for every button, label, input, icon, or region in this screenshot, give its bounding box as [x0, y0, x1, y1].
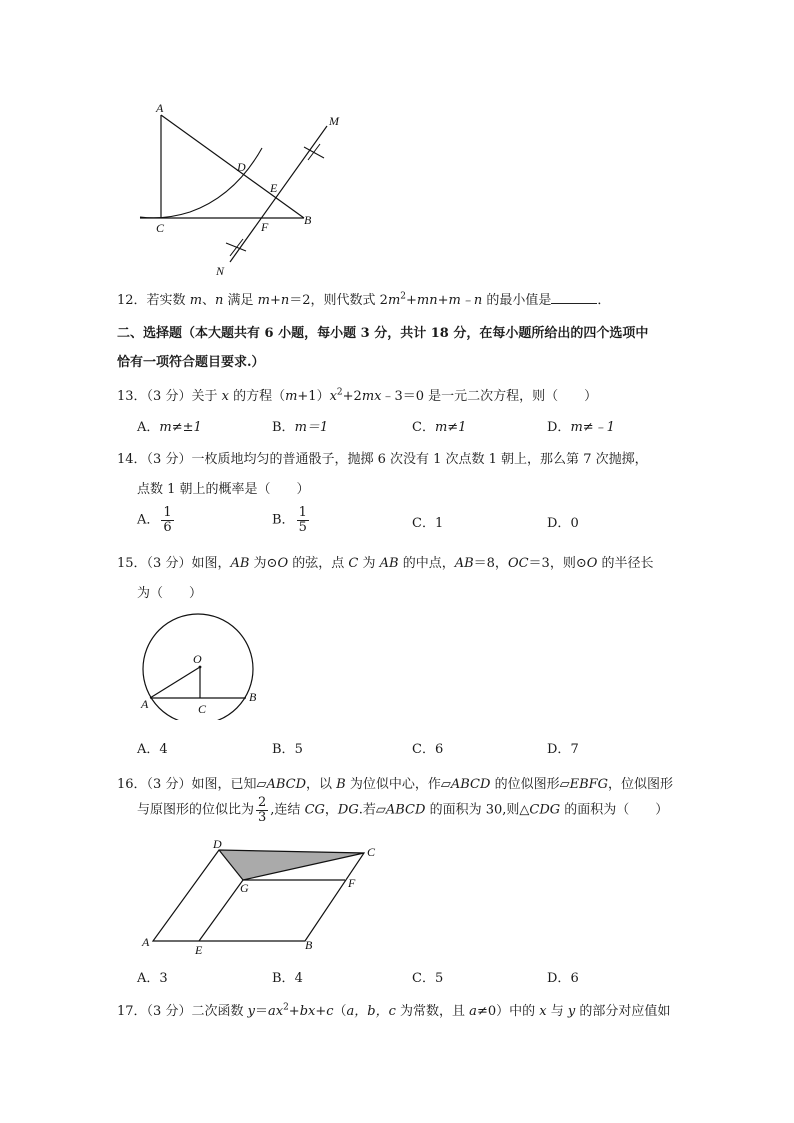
figure-parallelogram	[135, 835, 385, 960]
label-E: E	[270, 181, 278, 195]
question-12: 12．若实数 m、n 满足 m+n＝2，则代数式 $2m^2+mn+m﹣n$ 的最小值是 ．	[117, 291, 611, 308]
question-17: 17．（3 分）二次函数 $y=ax^2+bx+c(a$，b，c 为常数，且 a≠0）中的 x 与 y 的部分对应值如	[117, 1002, 671, 1019]
q16-option-c: C．5	[412, 971, 444, 986]
question-16-line2: 与原图形的位似比为 $\frac{2}{3}$ ,连结 CG，DG.若▱ABCD 的面积为 30,则△CDG 的面积为（ ）	[137, 795, 669, 825]
q13-option-d: D．m≠﹣1	[547, 420, 615, 435]
label-B: B	[305, 938, 313, 952]
q15-option-a: A．4	[137, 742, 168, 757]
label-A: A	[142, 935, 150, 949]
q15-option-d: D．7	[547, 742, 579, 757]
q13-option-a: A．m≠±1	[137, 420, 202, 435]
label-C: C	[367, 845, 376, 859]
q13-option-c: C．m≠1	[412, 420, 467, 435]
question-14-line1: 14．（3 分）一枚质地均匀的普通骰子，抛掷 6 次没有 1 次点数 1 朝上，那么第 7 次抛掷，	[117, 452, 648, 467]
label-E: E	[195, 943, 203, 957]
label-M: M	[329, 114, 339, 128]
q15-option-c: C．6	[412, 742, 444, 757]
section-2-heading-line1: 二、选择题（本大题共有 6 小题，每小题 3 分，共计 18 分，在每小题所给出的四个选项中	[117, 326, 649, 341]
section-2-heading-line2: 恰有一项符合题目要求.）	[117, 355, 265, 370]
label-C: C	[156, 221, 165, 235]
q16-option-d: D．6	[547, 971, 579, 986]
label-C: C	[198, 702, 207, 716]
q14-option-d: D．0	[547, 516, 579, 531]
label-A: A	[156, 101, 164, 115]
label-O: O	[193, 652, 202, 666]
q13-option-b: B．m＝1	[272, 420, 329, 435]
label-F: F	[261, 220, 269, 234]
q16-option-a: A．3	[137, 971, 168, 986]
figure-circle-chord	[135, 600, 265, 720]
question-13: 13．（3 分）关于 x 的方程$(m+1)x^2+2mx﹣3=0$ 是一元二次方程，则（ ）	[117, 387, 598, 404]
q14-option-a: A． $\frac{1}{6}$	[137, 505, 172, 535]
question-15-line1: 15．（3 分）如图，AB 为⊙O 的弦，点 C 为 AB 的中点，AB＝8，OC＝3，则⊙O 的半径长	[117, 556, 654, 571]
fraction: $\frac{1}{5}$	[298, 505, 307, 535]
q14-option-c: C．1	[412, 516, 444, 531]
ratio-fraction: $\frac{2}{3}$	[258, 795, 267, 825]
label-D: D	[213, 837, 222, 851]
q15-option-b: B．5	[272, 742, 303, 757]
label-N: N	[216, 264, 225, 278]
label-G: G	[240, 881, 249, 895]
q14-option-b: B． $\frac{1}{5}$	[272, 505, 307, 535]
q16-option-b: B．4	[272, 971, 303, 986]
answer-blank	[551, 292, 597, 304]
label-D: D	[237, 160, 246, 174]
question-14-line2: 点数 1 朝上的概率是（ ）	[137, 482, 310, 497]
label-F: F	[348, 876, 356, 890]
figure-triangle-construction	[120, 100, 370, 285]
fraction: $\frac{1}{6}$	[163, 505, 172, 535]
label-A: A	[141, 697, 149, 711]
label-B: B	[249, 690, 257, 704]
question-16-line1: 16．（3 分）如图，已知▱ABCD，以 B 为位似中心，作▱ABCD 的位似图形▱EBFG，位似图形	[117, 777, 674, 792]
label-B: B	[304, 213, 312, 227]
question-15-line2: 为（ ）	[137, 586, 203, 601]
q12-number: 12．	[117, 293, 147, 308]
